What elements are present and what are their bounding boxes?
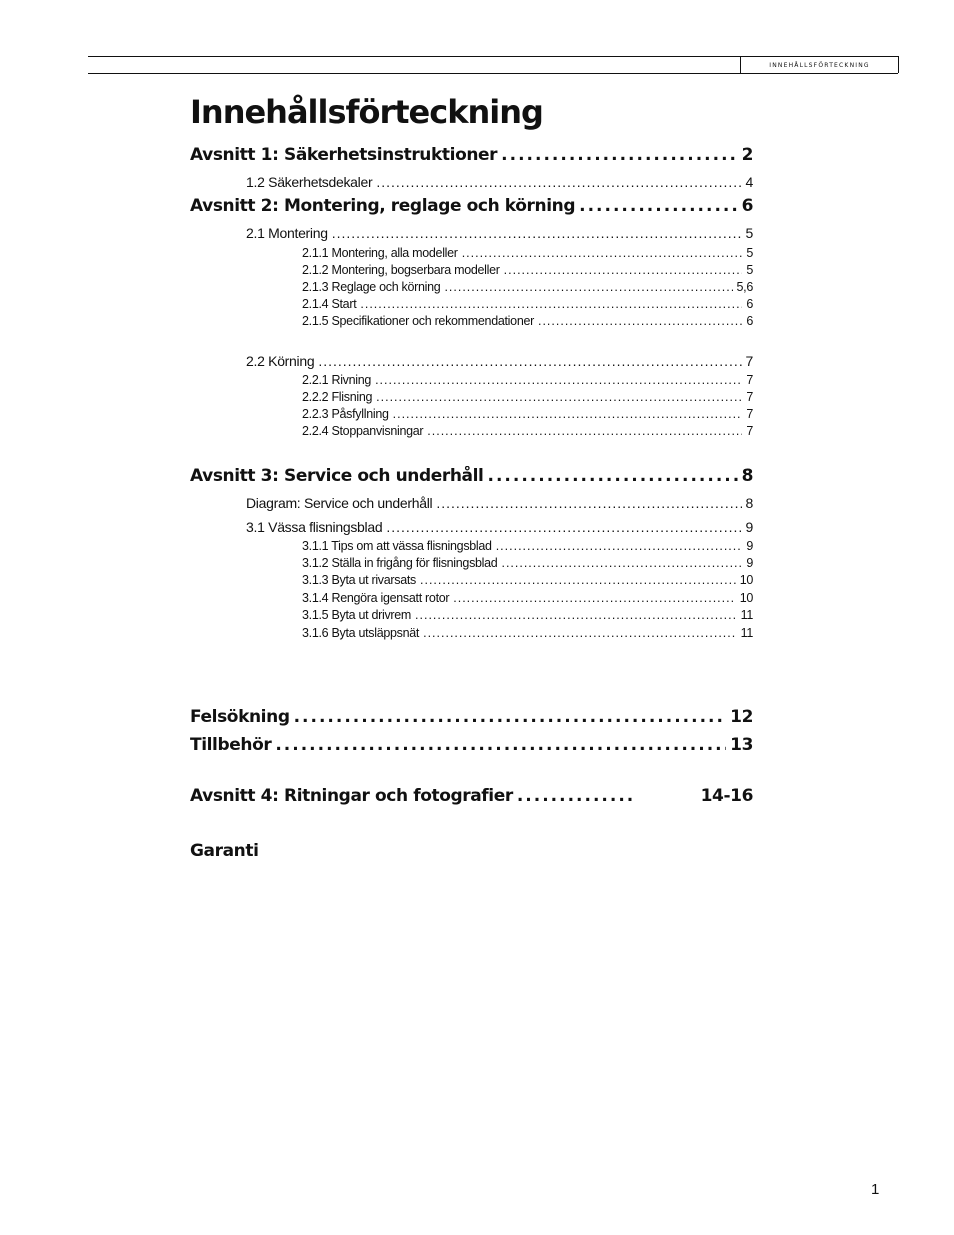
toc-page: 8 [745,495,753,511]
toc-label: Avsnitt 1: Säkerhetsinstruktioner [190,145,498,165]
toc-label: 3.1.4 Rengöra igensatt rotor [302,591,450,605]
toc-page: 7 [746,407,753,421]
toc-page: 9 [746,556,753,570]
toc-leader [393,407,743,421]
toc-leader [318,353,741,369]
toc-leader [376,174,741,190]
toc-entry-tillbehor[interactable] [190,735,753,759]
toc-label: 2.2.1 Rivning [302,373,372,387]
toc-entry-felsokning[interactable] [190,707,753,731]
toc-label: Felsökning [190,707,290,727]
toc-label: 2.1 Montering [246,225,328,241]
toc-label: 2.1.5 Specifikationer och rekommendationer [302,314,534,328]
toc-leader [376,390,742,404]
toc-label: 2.1.4 Start [302,297,357,311]
toc-leader [496,539,743,553]
toc-leader [444,280,732,294]
toc-leader [386,519,741,535]
toc-leader [504,263,743,277]
toc-leader [427,424,742,438]
toc-label: Diagram: Service och underhåll [246,495,433,511]
toc-page: 9 [746,539,753,553]
toc-label: 2.2.3 Påsfyllning [302,407,389,421]
toc-leader [332,225,742,241]
toc-leader [453,591,735,605]
page-number: 1 [871,1181,880,1198]
toc-label: Avsnitt 4: Ritningar och fotografier [190,786,513,806]
toc-entry-2-2-1[interactable] [302,373,753,389]
toc-leader [275,735,726,755]
toc-leader [487,466,737,486]
toc-page: 6 [746,297,753,311]
toc-label: 2.1.1 Montering, alla modeller [302,246,458,260]
toc-entry-2-2-3[interactable] [302,407,753,423]
page-title: Innehållsförteckning [190,93,543,131]
toc-page: 4 [745,174,753,190]
toc-leader [436,495,741,511]
toc-entry-3-1-6[interactable] [302,626,753,642]
toc-label: Tillbehör [190,735,272,755]
toc-entry-2-1-4[interactable] [302,297,753,313]
toc-label: 3.1.2 Ställa in frigång för flisningsblad [302,556,498,570]
toc-entry-3-1-1[interactable] [302,539,753,555]
toc-page: 2 [741,145,753,165]
toc-page: 7 [746,424,753,438]
toc-page: 9 [745,519,753,535]
toc-page: 11 [740,608,753,622]
toc-leader [415,608,737,622]
toc-entry-section-3[interactable] [190,466,753,490]
toc-leader [420,573,736,587]
toc-page: 7 [746,373,753,387]
toc-page: 10 [739,573,753,587]
toc-entry-3-1-2[interactable] [302,556,753,572]
toc-entry-section-1[interactable] [190,145,753,169]
toc-leader [501,556,742,570]
toc-entry-diagram[interactable] [246,495,753,513]
toc-label: 1.2 Säkerhetsdekaler [246,174,373,190]
toc-page: 7 [745,353,753,369]
toc-label: 2.1.3 Reglage och körning [302,280,441,294]
toc-label: 2.1.2 Montering, bogserbara modeller [302,263,500,277]
toc-page: 5,6 [736,280,753,294]
toc-entry-3-1-3[interactable] [302,573,753,589]
toc-label: 3.1.1 Tips om att vässa flisningsblad [302,539,492,553]
toc-entry-garanti[interactable]: Garanti [190,841,259,861]
toc-label: 2.2.2 Flisning [302,390,373,404]
toc-entry-2-1-5[interactable] [302,314,753,330]
toc-page: 5 [745,225,753,241]
toc-leader [375,373,742,387]
toc-entry-2-2-2[interactable] [302,390,753,406]
toc-leader [538,314,742,328]
toc-entry-1-2[interactable] [246,174,753,192]
toc-entry-2-1-2[interactable] [302,263,753,279]
toc-page: 7 [746,390,753,404]
toc-entry-3-1-5[interactable] [302,608,753,624]
toc-label: 3.1.5 Byta ut drivrem [302,608,412,622]
toc-entry-2-1-3[interactable] [302,280,753,296]
toc-label: 3.1.3 Byta ut rivarsats [302,573,416,587]
toc-page: 11 [740,626,753,640]
toc-page: 6 [746,314,753,328]
toc-entry-section-2[interactable] [190,196,753,220]
toc-entry-2-1-1[interactable] [302,246,753,262]
toc-leader [517,786,635,806]
toc-leader [294,707,727,727]
toc-label: 2.2.4 Stoppanvisningar [302,424,424,438]
toc-entry-3-1[interactable] [246,519,753,537]
toc-entry-2-2[interactable] [246,353,753,371]
toc-label: Avsnitt 3: Service och underhåll [190,466,484,486]
toc-leader [501,145,737,165]
toc-label: 2.2 Körning [246,353,315,369]
toc-page: 14-16 [700,786,753,806]
toc-page: 13 [730,735,753,755]
toc-leader [360,297,742,311]
toc-label: 3.1 Vässa flisningsblad [246,519,383,535]
running-header [740,56,899,73]
toc-leader [423,626,737,640]
toc-entry-2-1[interactable] [246,225,753,243]
toc-page: 5 [746,263,753,277]
running-header-title: innehållsförteckning [769,59,870,70]
toc-label: Avsnitt 2: Montering, reglage och körning [190,196,576,216]
toc-page: 12 [730,707,753,727]
toc-entry-3-1-4[interactable] [302,591,753,607]
header-bottom-rule [88,73,898,74]
toc-page: 6 [741,196,753,216]
toc-entry-2-2-4[interactable] [302,424,753,440]
toc-page: 5 [746,246,753,260]
toc-page: 8 [741,466,753,486]
toc-leader [462,246,743,260]
toc-leader [579,196,737,216]
toc-page: 10 [739,591,753,605]
toc-entry-section-4[interactable] [190,786,753,810]
toc-label: 3.1.6 Byta utsläppsnät [302,626,420,640]
